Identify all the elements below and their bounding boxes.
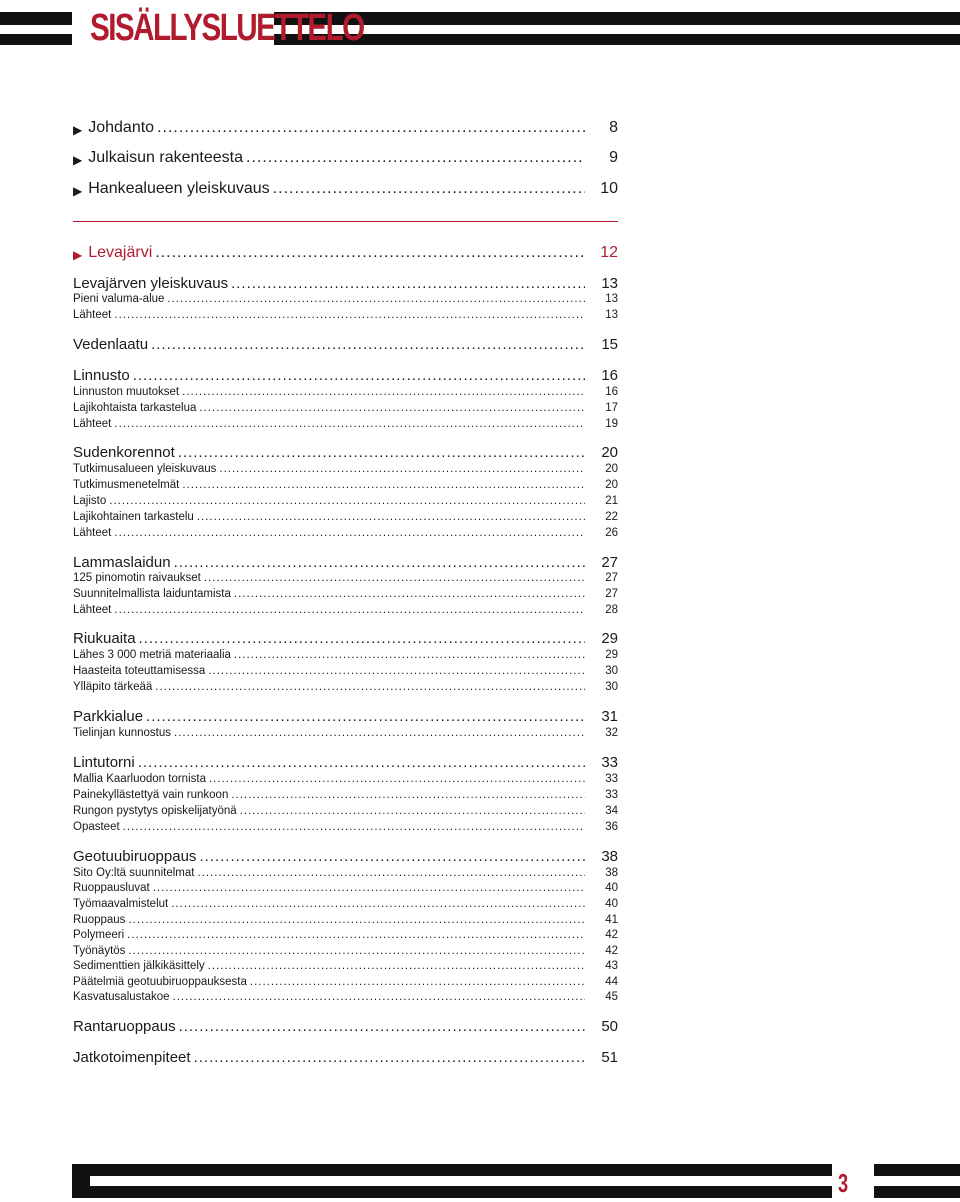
header-stripe-left-2 [0,34,72,45]
toc-subentry [73,648,618,661]
toc-page-number: 21 [605,495,618,507]
toc-entry-title: Tutkimusmenetelmät [73,479,180,491]
dot-leader [182,386,585,398]
toc-page-number: 51 [601,1049,618,1066]
toc-page-number: 29 [601,630,618,647]
dot-leader [127,929,585,941]
toc-subentry [73,571,618,584]
toc-entry-title: Julkaisun rakenteesta [88,149,243,166]
toc-entry-title: Sedimenttien jälkikäsittely [73,960,205,972]
toc-chapter-entry [73,337,618,353]
dot-leader [234,649,585,661]
toc-subentry [73,788,618,801]
dot-leader [167,293,585,305]
toc-chapter-entry [73,368,618,384]
toc-page-number: 27 [601,554,618,571]
toc-page-number: 41 [605,914,618,926]
toc-subentry [73,726,618,739]
footer-stripe-right-1 [874,1164,960,1176]
dot-leader [240,805,585,817]
toc-page-number: 38 [605,867,618,879]
dot-leader [114,418,585,430]
toc-subentry [73,462,618,475]
toc-entry-title: Lähteet [73,527,112,539]
footer-stripe-left-3 [72,1176,90,1186]
toc-page-number: 8 [609,119,618,136]
toc-page-number: 16 [601,367,618,384]
dot-leader [174,727,585,739]
toc-entry-title: Lähteet [73,309,112,321]
toc-page-number: 40 [605,898,618,910]
dot-leader [199,402,585,414]
toc-entry-title: 125 pinomotin raivaukset [73,572,201,584]
toc-entry-title: Hankealueen yleiskuvaus [88,180,270,197]
toc-entry-title: Ruoppausluvat [73,882,150,894]
toc-chapter-entry [73,709,618,725]
toc-entry-title: Levajärvi [88,244,153,261]
toc-subentry [73,292,618,305]
dot-leader [151,336,585,353]
toc-entry-title: Vedenlaatu [73,336,149,353]
dot-leader [155,244,585,262]
toc-entry-title: Linnuston muutokset [73,386,180,398]
play-arrow-icon: ▶ [73,123,83,137]
toc-entry-title: Suunnitelmallista laiduntamista [73,588,231,600]
toc-page-number: 31 [601,708,618,725]
toc-page-number: 17 [605,402,618,414]
toc-subentry [73,401,618,414]
toc-page-number: 13 [605,309,618,321]
dot-leader [234,588,585,600]
toc-entry-title: Ylläpito tärkeää [73,681,153,693]
toc-entry-title: Tielinjan kunnostus [73,727,172,739]
toc-section-entry [73,246,618,262]
toc-chapter-entry [73,631,618,647]
toc-chapter-entry [73,849,618,865]
toc-entry-title: Lajikohtaista tarkastelua [73,402,197,414]
footer-stripe-right-2 [874,1186,960,1198]
header-stripe-right-2 [274,34,960,45]
toc-page-number: 12 [600,244,618,261]
toc-page-number: 33 [605,773,618,785]
toc-subentry [73,772,618,785]
dot-leader [219,463,585,475]
dot-leader [197,511,585,523]
toc-page-number: 20 [605,463,618,475]
toc-subentry [73,881,618,894]
toc-subentry [73,913,618,926]
toc-intro-entry [73,182,618,198]
toc-page-number: 42 [605,929,618,941]
toc-entry-title: Lähes 3 000 metriä materiaalia [73,649,231,661]
dot-leader [208,960,585,972]
dot-leader [231,789,585,801]
toc-entry-title: Päätelmiä geotuubiruoppauksesta [73,976,247,988]
toc-subentry [73,417,618,430]
dot-leader [197,867,585,879]
toc-entry-title: Jatkotoimenpiteet [73,1049,191,1066]
toc-page-number: 32 [605,727,618,739]
dot-leader [231,275,585,292]
dot-leader [171,898,585,910]
toc-entry-title: Työmaavalmistelut [73,898,169,910]
toc-subentry [73,959,618,972]
play-arrow-icon: ▶ [73,153,83,167]
toc-page-number: 33 [601,754,618,771]
toc-entry-title: Polymeeri [73,929,125,941]
toc-entry-title: Kasvatusalustakoe [73,991,170,1003]
toc-entry-title: Pieni valuma-alue [73,293,165,305]
toc-page-number: 34 [605,805,618,817]
dot-leader [179,1018,585,1035]
toc-entry-title: Painekyllästettyä vain runkoon [73,789,229,801]
toc-entry-title: Lintutorni [73,754,135,771]
page-number: 3 [838,1168,849,1198]
dot-leader [173,991,585,1003]
toc-chapter-entry [73,445,618,461]
toc-entry-title: Riukuaita [73,630,136,647]
toc-page-number: 50 [601,1018,618,1035]
dot-leader [128,914,585,926]
play-arrow-icon: ▶ [73,248,83,262]
toc-entry-title: Johdanto [88,119,155,136]
toc-chapter-entry [73,276,618,292]
play-arrow-icon: ▶ [73,184,83,198]
dot-leader [114,604,585,616]
toc-chapter-entry [73,1019,618,1035]
toc-chapter-entry [73,1050,618,1066]
dot-leader [194,1049,585,1066]
toc-page-number: 27 [605,588,618,600]
toc-page-number: 28 [605,604,618,616]
toc-page-number: 13 [605,293,618,305]
toc-page-number: 20 [601,444,618,461]
toc-subentry [73,680,618,693]
dot-leader [273,180,585,198]
toc-entry-title: Lähteet [73,604,112,616]
toc-page-number: 26 [605,527,618,539]
toc-entry-title: Työnäytös [73,945,126,957]
dot-leader [114,527,585,539]
toc-entry-title: Haasteita toteuttamisessa [73,665,206,677]
toc-subentry [73,975,618,988]
dot-leader [246,149,585,167]
toc-subentry [73,928,618,941]
header-stripe-right-1 [274,12,960,25]
dot-leader [157,119,585,137]
dot-leader [133,367,585,384]
toc-page-number: 13 [601,275,618,292]
toc-page-number: 30 [605,665,618,677]
toc-page-number: 45 [605,991,618,1003]
toc-entry-title: Ruoppaus [73,914,126,926]
toc-intro-entry [73,121,618,137]
toc-entry-title: Rungon pystytys opiskelijatyönä [73,805,237,817]
dot-leader [208,665,585,677]
toc-page-number: 9 [609,149,618,166]
toc-page-number: 22 [605,511,618,523]
toc-subentry [73,526,618,539]
dot-leader [146,708,585,725]
dot-leader [123,821,585,833]
toc-subentry [73,820,618,833]
toc-subentry [73,510,618,523]
toc-page-number: 44 [605,976,618,988]
toc-entry-title: Lammaslaidun [73,554,171,571]
toc-subentry [73,804,618,817]
toc-page-number: 43 [605,960,618,972]
dot-leader [209,773,585,785]
dot-leader [155,681,585,693]
toc-page-number: 33 [605,789,618,801]
footer-stripe-left-1 [72,1164,832,1176]
section-divider [73,221,618,222]
toc-page-number: 40 [605,882,618,894]
toc-subentry [73,944,618,957]
dot-leader [153,882,585,894]
toc-page-number: 10 [600,180,618,197]
dot-leader [204,572,585,584]
toc-page-number: 16 [605,386,618,398]
toc-subentry [73,587,618,600]
dot-leader [182,479,585,491]
toc-subentry [73,664,618,677]
dot-leader [199,848,585,865]
toc-page-number: 15 [601,336,618,353]
toc-entry-title: Sito Oy:ltä suunnitelmat [73,867,195,879]
toc-subentry [73,308,618,321]
toc-subentry [73,990,618,1003]
toc-page-number: 30 [605,681,618,693]
toc-subentry [73,897,618,910]
toc-entry-title: Rantaruoppaus [73,1018,176,1035]
toc-subentry [73,385,618,398]
toc-subentry [73,603,618,616]
dot-leader [109,495,585,507]
toc-subentry [73,478,618,491]
toc-page-number: 38 [601,848,618,865]
toc-entry-title: Mallia Kaarluodon tornista [73,773,206,785]
page-title: SISÄLLYSLUETTELO [90,7,364,49]
toc-entry-title: Opasteet [73,821,120,833]
dot-leader [139,630,585,647]
toc-entry-title: Lähteet [73,418,112,430]
toc-subentry [73,866,618,879]
toc-subentry [73,494,618,507]
footer-stripe-left-2 [72,1186,832,1198]
toc-entry-title: Lajisto [73,495,107,507]
dot-leader [114,309,585,321]
toc-page-number: 27 [605,572,618,584]
toc-entry-title: Parkkialue [73,708,144,725]
header-stripe-left-1 [0,12,72,25]
toc-page-number: 29 [605,649,618,661]
toc-entry-title: Tutkimusalueen yleiskuvaus [73,463,217,475]
toc-entry-title: Levajärven yleiskuvaus [73,275,229,292]
dot-leader [138,754,585,771]
toc-page-number: 36 [605,821,618,833]
toc-entry-title: Lajikohtainen tarkastelu [73,511,194,523]
toc-page-number: 42 [605,945,618,957]
dot-leader [174,554,585,571]
dot-leader [178,444,585,461]
toc-chapter-entry [73,555,618,571]
toc-entry-title: Geotuubiruoppaus [73,848,197,865]
toc-entry-title: Sudenkorennot [73,444,175,461]
toc-page-number: 19 [605,418,618,430]
toc-chapter-entry [73,755,618,771]
dot-leader [128,945,585,957]
toc-entry-title: Linnusto [73,367,130,384]
toc-page-number: 20 [605,479,618,491]
dot-leader [250,976,585,988]
toc-intro-entry [73,151,618,167]
